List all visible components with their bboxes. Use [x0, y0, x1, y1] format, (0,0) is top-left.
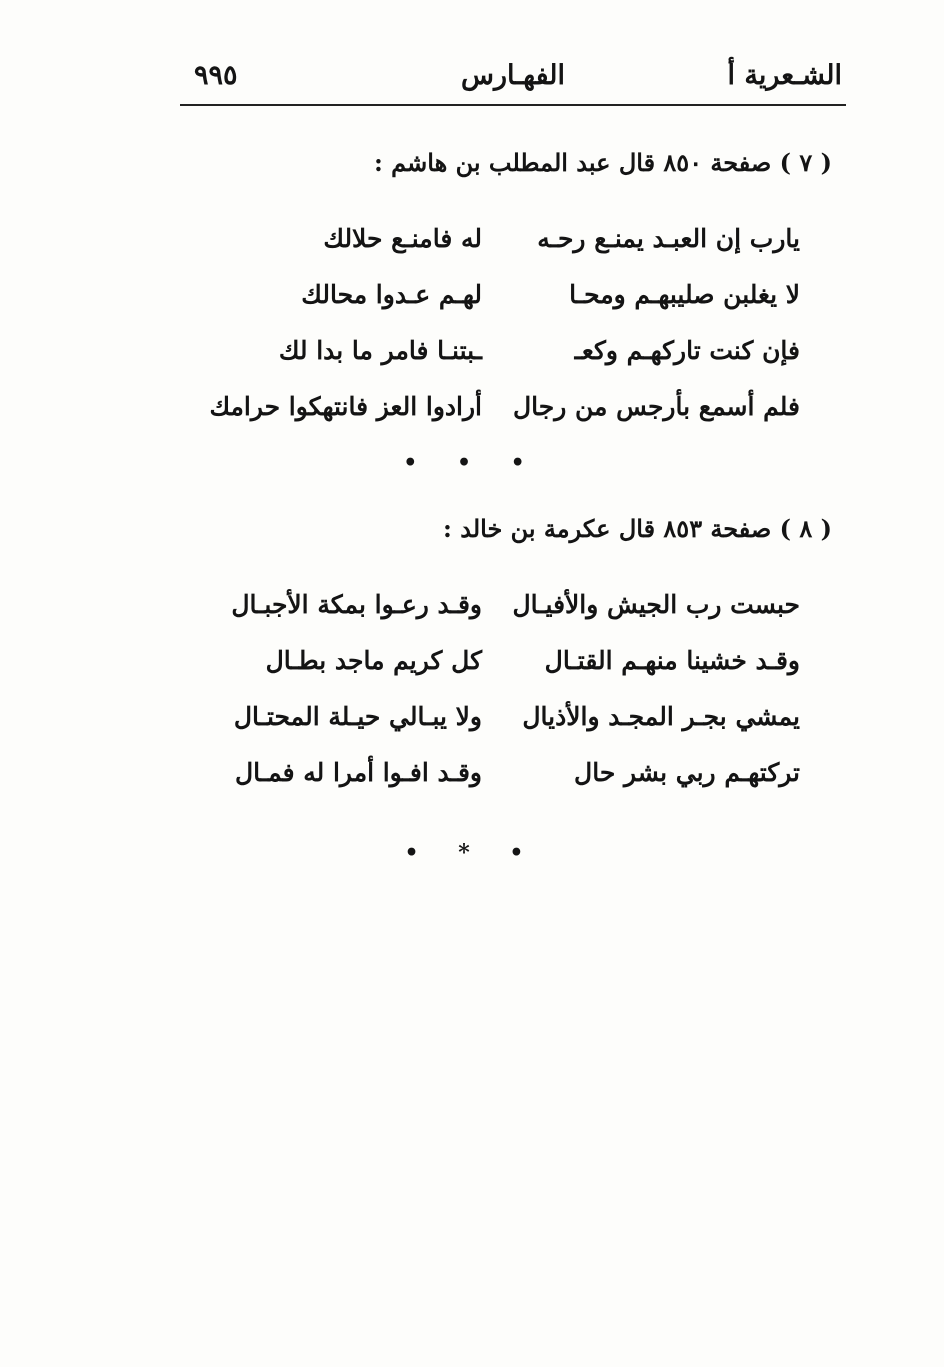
section-separator: • * • — [404, 840, 540, 866]
second-hemistich: كل كريم ماجد بطـال — [265, 646, 482, 675]
first-hemistich: حبست رب الجيش والأفيـال — [512, 590, 800, 619]
section-separator: • • • — [403, 450, 541, 476]
second-hemistich: وقـد رعـوا بمكة الأجبـال — [231, 590, 482, 619]
first-hemistich: لا يغلبن صليبهـم ومحـا — [569, 280, 800, 309]
first-hemistich: يارب إن العبـد يمنـع رحـه — [537, 224, 800, 253]
second-hemistich: وقـد افـوا أمرا له فمـال — [235, 758, 482, 787]
second-hemistich: أرادوا العز فانتهكوا حرامك — [209, 392, 482, 421]
verse — [220, 644, 800, 700]
verse — [220, 222, 800, 278]
section-title: صفحة ٨٥٣ قال عكرمة بن خالد : — [443, 514, 772, 543]
poem — [209, 222, 800, 446]
first-hemistich: تركتهـم ربي بشر حال — [574, 758, 800, 787]
poem — [220, 588, 800, 812]
section-heading — [374, 148, 832, 177]
section-number: ( ٧ ) — [779, 148, 832, 177]
second-hemistich: ـبتنـا فامر ما بدا لك — [278, 336, 482, 365]
verse — [220, 588, 800, 644]
verse — [220, 334, 800, 390]
running-header — [180, 58, 846, 102]
first-hemistich: يمشي بجـر المجـد والأذيال — [522, 702, 800, 731]
verse — [220, 278, 800, 334]
second-hemistich: لهـم عـدوا محالك — [301, 280, 482, 309]
section-heading — [443, 514, 832, 543]
verse — [209, 390, 800, 446]
verse — [220, 700, 800, 756]
second-hemistich: له فامنـع حلالك — [323, 224, 482, 253]
section-title: صفحة ٨٥٠ قال عبد المطلب بن هاشم : — [373, 148, 772, 177]
second-hemistich: ولا يبـالي حيـلة المحتـال — [233, 702, 482, 731]
page-number: ٩٩٥ — [194, 60, 238, 91]
first-hemistich: فلم أسمع بأرجس من رجال — [512, 392, 800, 421]
first-hemistich: وقـد خشينا منهـم القتـال — [544, 646, 800, 675]
verse — [220, 756, 800, 812]
first-hemistich: فإن كنت تاركهـم وكعـ — [574, 336, 800, 365]
header-index-title: الفهـارس — [461, 60, 565, 91]
header-section-title: الشـعرية أ — [727, 60, 842, 91]
section-number: ( ٨ ) — [779, 514, 832, 543]
header-rule — [180, 104, 846, 106]
